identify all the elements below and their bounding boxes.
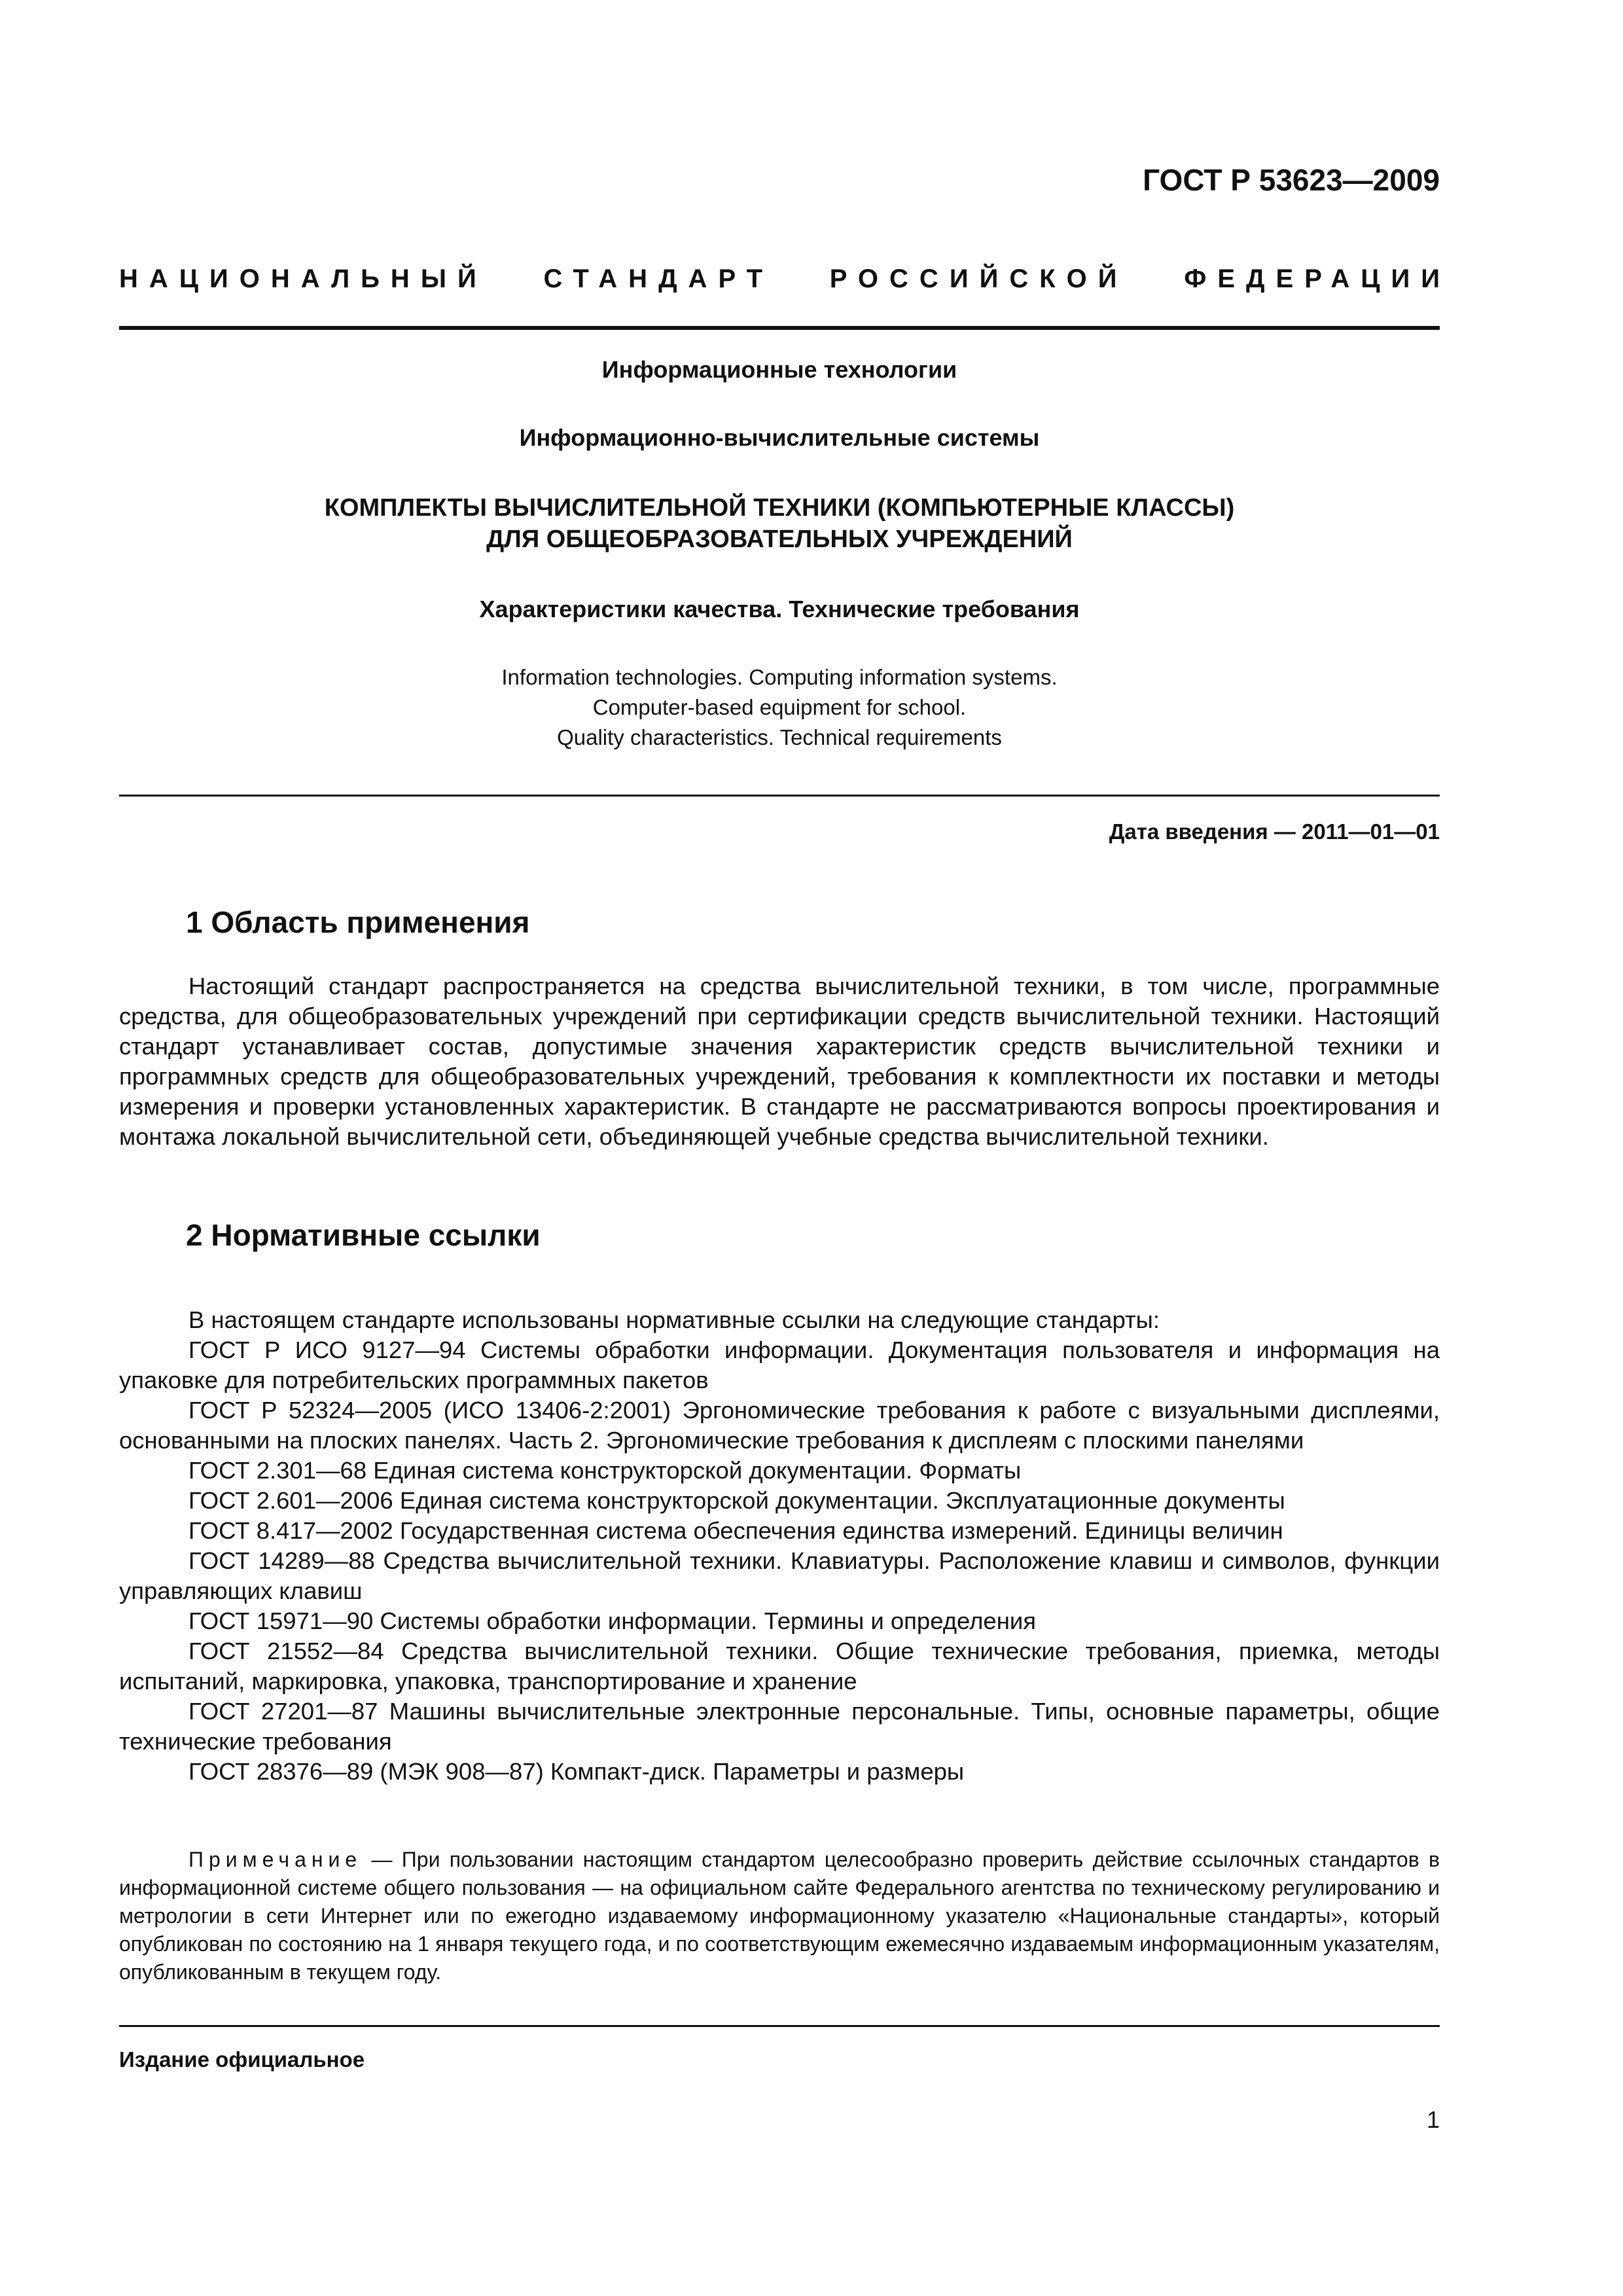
section-1-title: 1 Область применения (186, 905, 530, 939)
document-number: ГОСТ Р 53623—2009 (1143, 163, 1440, 197)
english-title (119, 662, 1440, 753)
page-number: 1 (1426, 2106, 1440, 2133)
english-title-line: Computer-based equipment for school. (592, 695, 967, 719)
footer-divider (119, 2025, 1440, 2027)
introduction-date: Дата введения — 2011—01—01 (1109, 819, 1440, 844)
section-2-title: 2 Нормативные ссылки (186, 1218, 541, 1252)
document-title-line: КОМПЛЕКТЫ ВЫЧИСЛИТЕЛЬНОЙ ТЕХНИКИ (КОМПЬЮТЕРНЫЕ КЛАССЫ) (324, 494, 1235, 522)
reference-item: ГОСТ 14289—88 Средства вычислительной техники. Клавиатуры. Расположение клавиш и символов, функции управляющих клавиш (119, 1547, 1440, 1604)
header-divider (119, 326, 1440, 330)
reference-item: ГОСТ 27201—87 Машины вычислительные электронные персональные. Типы, основные параметры, общие технические требования (119, 1698, 1440, 1755)
heading-word: ФЕДЕРАЦИИ (1184, 264, 1451, 293)
reference-item: ГОСТ 21552—84 Средства вычислительной техники. Общие технические требования, приемка, методы испытаний, маркировка, упаковка, транспортирование и хранение (119, 1638, 1440, 1695)
references-list (119, 1305, 1440, 1787)
title-divider (119, 795, 1440, 797)
official-edition-label: Издание официальное (119, 2047, 365, 2072)
references-intro: В настоящем стандарте использованы нормативные ссылки на следующие стандарты: (188, 1306, 1160, 1333)
section-1-body: Настоящий стандарт распространяется на средства вычислительной техники, в том числе, программные средства, для общеобразовательных учреждений при сертификации средств вычислительной техники. Настоящий стандарт устанавливает состав, допустимые значения характеристик средств вычислительной техники и программных средств для общеобразовательных учреждений, требования к комплектности их поставки и методы измерения и проверки установленных характеристик. В стандарте не рассматриваются вопросы проектирования и монтажа локальной вычислительной сети, объединяющей учебные средства вычислительной техники. (119, 973, 1440, 1150)
english-title-line: Information technologies. Computing information systems. (501, 665, 1058, 689)
reference-item: ГОСТ 8.417—2002 Государственная система обеспечения единства измерений. Единицы величин (188, 1517, 1283, 1544)
english-title-line: Quality characteristics. Technical requirements (557, 725, 1002, 749)
reference-item: ГОСТ 2.301—68 Единая система конструкторской документации. Форматы (188, 1457, 1022, 1484)
note-label: Примечание (188, 1848, 363, 1871)
document-title (119, 492, 1440, 555)
national-standard-heading (119, 264, 1451, 294)
reference-item: ГОСТ Р ИСО 9127—94 Системы обработки информации. Документация пользователя и информация на упаковке для потребительских программных пакетов (119, 1336, 1440, 1393)
reference-item: ГОСТ 15971—90 Системы обработки информации. Термины и определения (188, 1607, 1037, 1634)
document-title-line: ДЛЯ ОБЩЕОБРАЗОВАТЕЛЬНЫХ УЧРЕЖДЕНИЙ (486, 526, 1073, 553)
heading-word: СТАНДАРТ (543, 264, 774, 293)
heading-word: РОССИЙСКОЙ (829, 264, 1128, 293)
reference-item: ГОСТ Р 52324—2005 (ИСО 13406-2:2001) Эргономические требования к работе с визуальными дисплеями, основанными на плоских панелях. Часть 2. Эргономические требования к дисплеям с плоскими панелями (119, 1397, 1440, 1454)
reference-item: ГОСТ 28376—89 (МЭК 908—87) Компакт-диск. Параметры и размеры (188, 1758, 965, 1785)
reference-item: ГОСТ 2.601—2006 Единая система конструкторской документации. Эксплуатационные документы (188, 1487, 1285, 1514)
section-1-text (119, 971, 1440, 1152)
heading-word: НАЦИОНАЛЬНЫЙ (119, 264, 488, 293)
subtitle-systems: Информационно-вычислительные системы (519, 424, 1040, 451)
note-paragraph (119, 1846, 1440, 1986)
note-text: — При пользовании настоящим стандартом целесообразно проверить действие ссылочных стандартов в информационной системе общего пользования — на официальном сайте Федерального агентства по техническому регулированию и метрологии в сети Интернет или по ежегодно издаваемому информационному указателю «Национальные стандарты», который опубликован по состоянию на 1 января текущего года, и по соответствующим ежемесячно издаваемым информационным указателям, опубликованным в текущем году. (119, 1848, 1440, 1984)
subtitle-it: Информационные технологии (601, 356, 957, 383)
subtitle-quality: Характеристики качества. Технические требования (479, 596, 1080, 622)
